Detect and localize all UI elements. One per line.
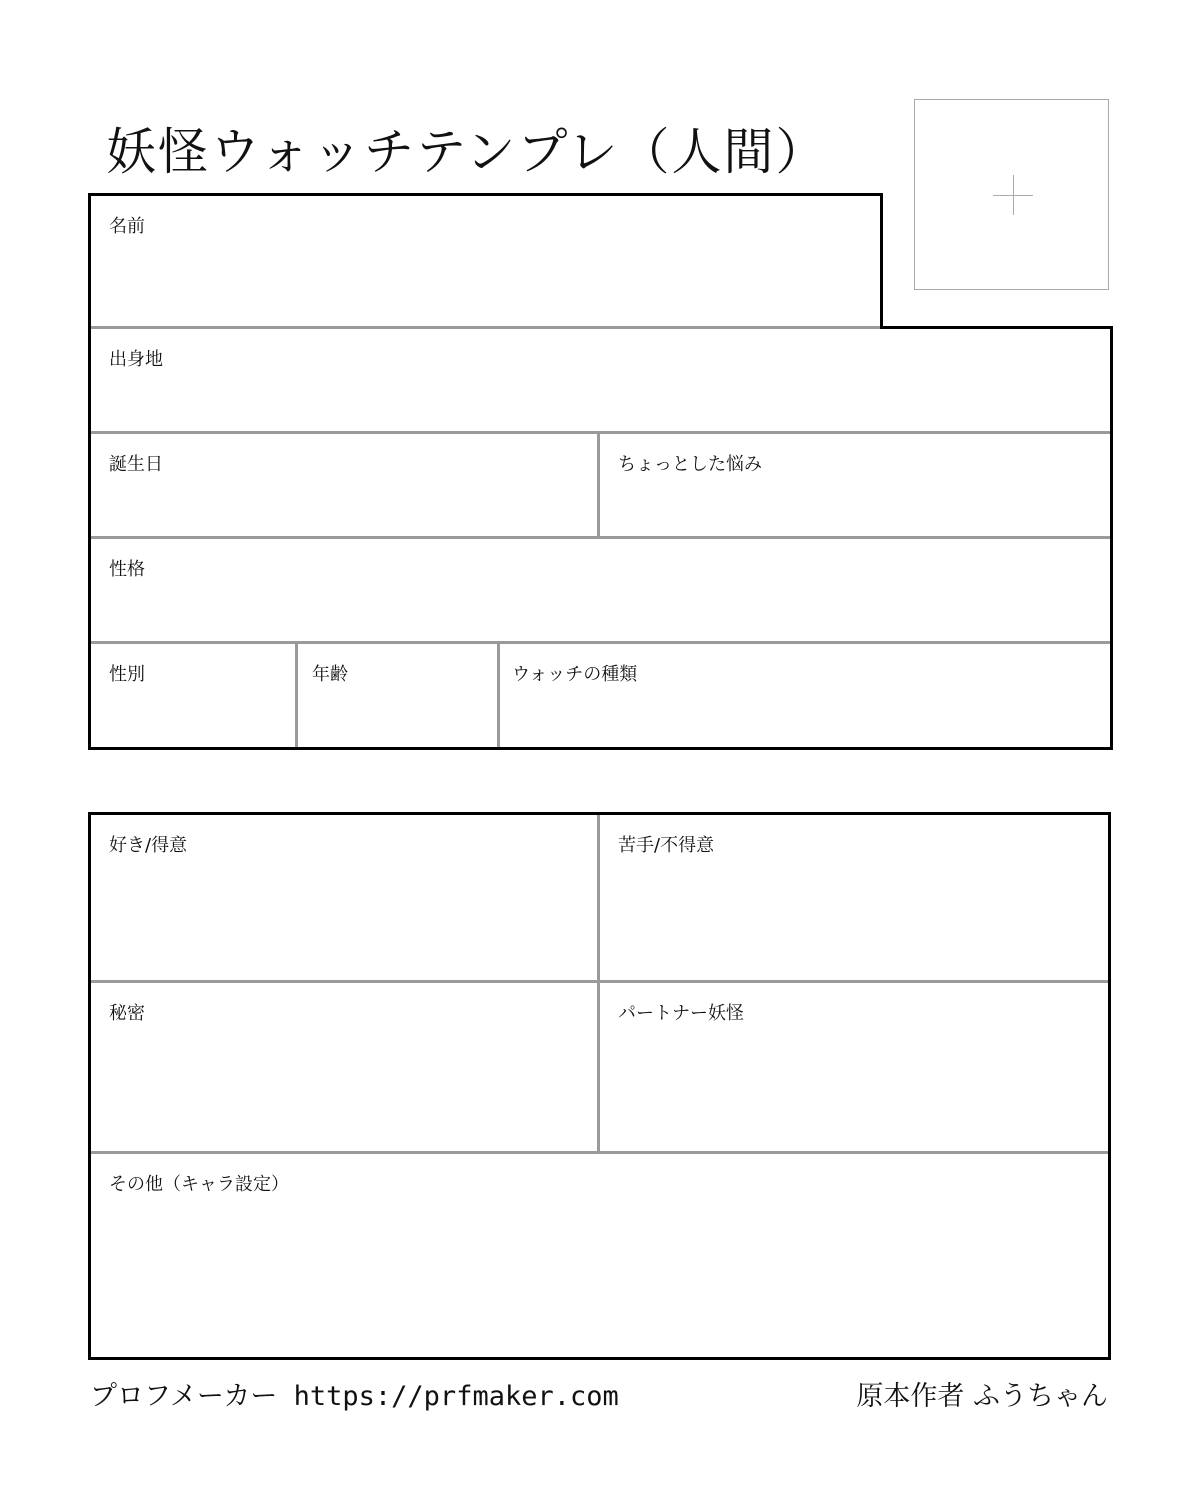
age-field[interactable] (298, 644, 497, 747)
dislikes-field[interactable] (600, 815, 1108, 980)
name-field[interactable] (91, 196, 880, 326)
dislikes-label: 苦手/不得意 (618, 835, 715, 856)
frame-bottom (88, 1357, 1111, 1360)
likes-field[interactable] (91, 815, 597, 980)
worry-label: ちょっとした悩み (618, 454, 762, 475)
maker-credit: プロフメーカー https://prfmaker.com (90, 1381, 619, 1412)
worry-field[interactable] (600, 434, 1110, 536)
partner-yokai-field[interactable] (600, 983, 1108, 1151)
frame-right (1110, 326, 1113, 750)
age-label: 年齢 (312, 664, 348, 685)
frame-name-right (880, 193, 883, 329)
author-credit: 原本作者 ふうちゃん (856, 1381, 1108, 1412)
watch-type-field[interactable] (500, 644, 1110, 747)
birthday-label: 誕生日 (109, 454, 163, 475)
birthday-field[interactable] (91, 434, 597, 536)
watch-type-label: ウォッチの種類 (512, 664, 638, 685)
personality-field[interactable] (91, 539, 1110, 641)
birthplace-label: 出身地 (109, 349, 163, 370)
gender-label: 性別 (109, 664, 145, 685)
plus-icon-vertical (1013, 175, 1014, 215)
secret-field[interactable] (91, 983, 597, 1151)
frame-bottom (88, 747, 1113, 750)
likes-label: 好き/得意 (109, 835, 188, 856)
other-settings-label: その他（キャラ設定） (109, 1174, 289, 1195)
frame-right (1108, 812, 1111, 1360)
photo-upload-box[interactable] (914, 99, 1109, 290)
name-label: 名前 (109, 216, 145, 237)
birthplace-field[interactable] (91, 329, 1110, 431)
page-title: 妖怪ウォッチテンプレ（人間） (106, 123, 828, 181)
secret-label: 秘密 (109, 1003, 145, 1024)
gender-field[interactable] (91, 644, 295, 747)
partner-yokai-label: パートナー妖怪 (618, 1003, 744, 1024)
personality-label: 性格 (109, 559, 145, 580)
other-settings-field[interactable] (91, 1154, 1108, 1357)
